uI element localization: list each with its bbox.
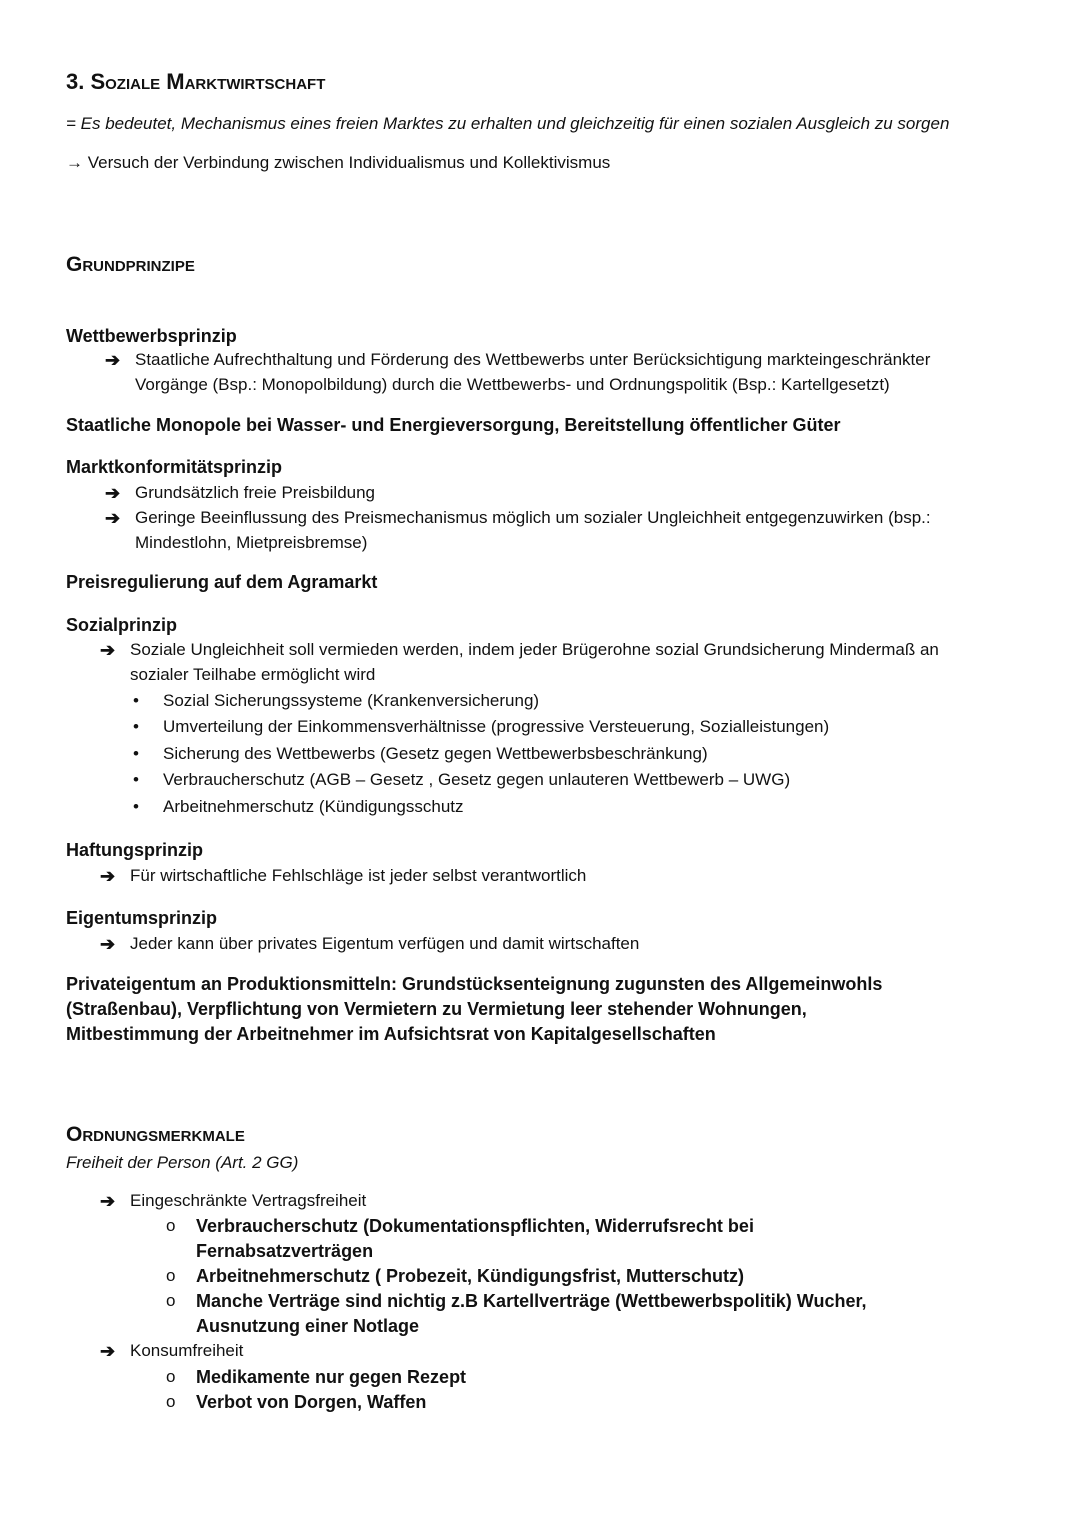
circle-bullet-icon: o bbox=[166, 1216, 176, 1235]
konsumfreiheit-title: Konsumfreiheit bbox=[130, 1341, 244, 1360]
wettbewerbsprinzip-title: Wettbewerbsprinzip bbox=[66, 326, 237, 346]
marktkonformitaet-title: Marktkonformitätsprinzip bbox=[66, 457, 283, 477]
bullet-icon: • bbox=[133, 744, 139, 763]
arrow-icon: ➔ bbox=[100, 640, 116, 660]
intro: → Versuch der Verbindung zwischen Individualismus und Kollektivismus bbox=[66, 153, 611, 172]
arrow-icon: ➔ bbox=[100, 866, 116, 886]
marktkonformitaet-item: Mindestlohn, Mietpreisbremse) bbox=[135, 533, 368, 552]
circle-bullet-icon: o bbox=[166, 1266, 176, 1285]
list-item: Verbraucherschutz (AGB – Gesetz , Gesetz gegen unlauteren Wettbewerb – UWG) bbox=[163, 770, 791, 789]
marktkonformitaet-item: Grundsätzlich freie Preisbildung bbox=[135, 483, 376, 502]
eigentumsprinzip-title: Eigentumsprinzip bbox=[66, 908, 218, 928]
marktkonformitaet-item: Geringe Beeinflussung des Preismechanismus möglich um sozialer Ungleichheit entgegenzuwirken (bsp.: bbox=[135, 508, 931, 527]
bullet-icon: • bbox=[133, 691, 139, 710]
list-item: Arbeitnehmerschutz ( Probezeit, Kündigungsfrist, Mutterschutz) bbox=[196, 1266, 745, 1286]
section-heading-grundprinzipe: Grundprinzipe bbox=[66, 253, 195, 276]
wettbewerb-text: Vorgänge (Bsp.: Monopolbildung) durch die Wettbewerbs- und Ordnungspolitik (Bsp.: Kartellgesetzt) bbox=[135, 375, 890, 394]
bullet-icon: • bbox=[133, 797, 139, 816]
wettbewerb-text: Staatliche Aufrechthaltung und Förderung des Wettbewerbs unter Berücksichtigung markteingeschränkter bbox=[135, 350, 931, 369]
circle-bullet-icon: o bbox=[166, 1291, 176, 1310]
arrow-icon: ➔ bbox=[100, 934, 116, 954]
marktkonformitaet-note: Preisregulierung auf dem Agramarkt bbox=[66, 572, 378, 592]
vertragsfreiheit-title: Eingeschränkte Vertragsfreiheit bbox=[130, 1191, 367, 1210]
haftung-text: Für wirtschaftliche Fehlschläge ist jeder selbst verantwortlich bbox=[130, 866, 587, 885]
list-item: Manche Verträge sind nichtig z.B Kartellverträge (Wettbewerbspolitik) Wucher, bbox=[196, 1291, 867, 1311]
list-item: Verbot von Dorgen, Waffen bbox=[196, 1392, 427, 1412]
eigentum-text: Jeder kann über privates Eigentum verfügen und damit wirtschaften bbox=[130, 934, 640, 953]
ordnungsmerkmale-subtitle: Freiheit der Person (Art. 2 GG) bbox=[66, 1153, 299, 1172]
list-item: Arbeitnehmerschutz (Kündigungsschutz bbox=[163, 797, 464, 816]
eigentum-note: Mitbestimmung der Arbeitnehmer im Aufsichtsrat von Kapitalgesellschaften bbox=[66, 1024, 716, 1044]
arrow-icon: ➔ bbox=[100, 1341, 116, 1361]
arrow-icon: ➔ bbox=[105, 508, 121, 528]
list-item: Sicherung des Wettbewerbs (Gesetz gegen Wettbewerbsbeschränkung) bbox=[163, 744, 708, 763]
arrow-icon: ➔ bbox=[105, 350, 121, 370]
wettbewerb-note: Staatliche Monopole bei Wasser- und Energieversorgung, Bereitstellung öffentlicher Güter bbox=[66, 415, 841, 435]
bullet-icon: • bbox=[133, 717, 139, 736]
sozial-text: sozialer Teilhabe ermöglicht wird bbox=[130, 665, 376, 684]
page-title: 3. Soziale Marktwirtschaft bbox=[66, 69, 326, 94]
definition: = Es bedeutet, Mechanismus eines freien Marktes zu erhalten und gleichzeitig für einen sozialen Ausgleich zu sorgen bbox=[66, 114, 950, 133]
eigentum-note: (Straßenbau), Verpflichtung von Vermietern zu Vermietung leer stehender Wohnungen, bbox=[66, 999, 807, 1019]
circle-bullet-icon: o bbox=[166, 1367, 176, 1386]
section-heading-ordnungsmerkmale: Ordnungsmerkmale bbox=[66, 1123, 245, 1146]
circle-bullet-icon: o bbox=[166, 1392, 176, 1411]
list-item: Fernabsatzverträgen bbox=[196, 1241, 374, 1261]
sozialprinzip-title: Sozialprinzip bbox=[66, 615, 178, 635]
eigentum-note: Privateigentum an Produktionsmitteln: Grundstücksenteignung zugunsten des Allgemeinwohls bbox=[66, 974, 883, 994]
list-item: Umverteilung der Einkommensverhältnisse (progressive Versteuerung, Sozialleistungen) bbox=[163, 717, 830, 736]
list-item: Medikamente nur gegen Rezept bbox=[196, 1367, 467, 1387]
sozial-text: Soziale Ungleichheit soll vermieden werden, indem jeder Brügerohne sozial Grundsicherung Mindermaß an bbox=[130, 640, 939, 659]
haftungsprinzip-title: Haftungsprinzip bbox=[66, 840, 203, 860]
bullet-icon: • bbox=[133, 770, 139, 789]
arrow-icon: ➔ bbox=[100, 1191, 116, 1211]
list-item: Ausnutzung einer Notlage bbox=[196, 1316, 420, 1336]
list-item: Sozial Sicherungssysteme (Krankenversicherung) bbox=[163, 691, 540, 710]
list-item: Verbraucherschutz (Dokumentationspflichten, Widerrufsrecht bei bbox=[196, 1216, 754, 1236]
arrow-icon: ➔ bbox=[105, 483, 121, 503]
